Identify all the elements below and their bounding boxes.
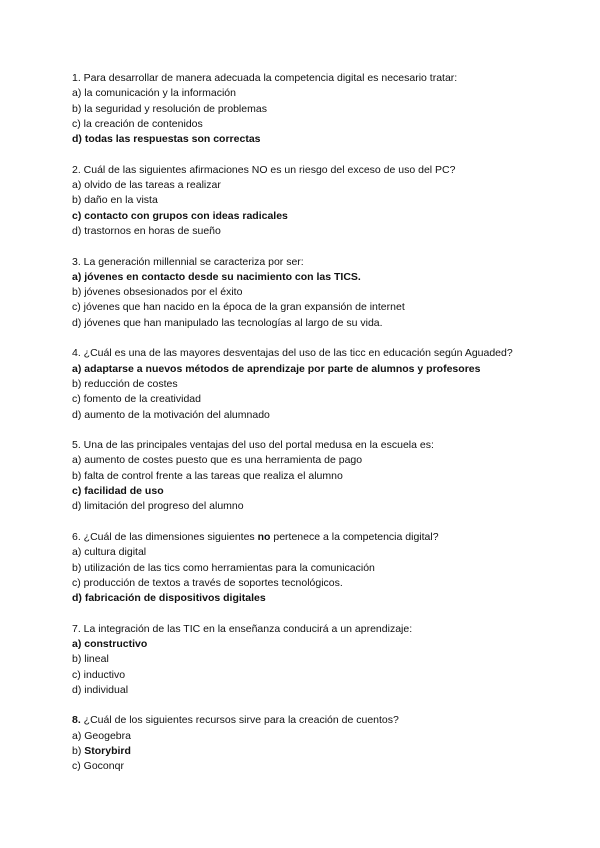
stem-part: pertenece a la competencia digital? [270, 530, 439, 543]
question-stem: 3. La generación millennial se caracteriza por ser: [72, 255, 304, 268]
option-b: b) utilización de las tics como herramientas para la comunicación [72, 561, 375, 574]
option-c: c) la creación de contenidos [72, 117, 203, 130]
question-2 [72, 163, 542, 239]
option-b: b) la seguridad y resolución de problemas [72, 102, 267, 115]
option-b-correct [72, 744, 542, 759]
option-a-correct: a) adaptarse a nuevos métodos de aprendizaje por parte de alumnos y profesores [72, 362, 481, 375]
option-a: a) la comunicación y la información [72, 87, 236, 100]
option-c: c) Goconqr [72, 760, 124, 773]
question-stem [72, 530, 542, 545]
option-c: c) producción de textos a través de soportes tecnológicos. [72, 576, 343, 589]
option-c-correct: c) facilidad de uso [72, 485, 164, 498]
question-stem: 7. La integración de las TIC en la enseñanza conducirá a un aprendizaje: [72, 622, 413, 635]
option-d: d) aumento de la motivación del alumnado [72, 408, 270, 421]
option-a: a) olvido de las tareas a realizar [72, 179, 221, 192]
stem-part: ¿Cuál de los siguientes recursos sirve para la creación de cuentos? [80, 714, 399, 727]
question-stem: 4. ¿Cuál es una de las mayores desventajas del uso de las ticc en educación según Aguaded? [72, 347, 513, 360]
option-a: a) aumento de costes puesto que es una herramienta de pago [72, 454, 363, 467]
option-b: b) lineal [72, 653, 109, 666]
quiz-document [72, 71, 542, 790]
option-b: b) falta de control frente a las tareas que realiza el alumno [72, 469, 343, 482]
question-4 [72, 346, 542, 422]
question-stem: 2. Cuál de las siguientes afirmaciones NO es un riesgo del exceso de uso del PC? [72, 163, 456, 176]
option-c: c) fomento de la creatividad [72, 393, 201, 406]
question-6 [72, 530, 542, 606]
option-c-correct: c) contacto con grupos con ideas radicales [72, 209, 288, 222]
option-b: b) daño en la vista [72, 194, 158, 207]
option-prefix: b) [72, 745, 85, 758]
stem-emphasis: no [257, 530, 271, 543]
option-text: Storybird [84, 745, 131, 758]
question-stem [72, 713, 542, 728]
option-d: d) individual [72, 683, 129, 696]
option-a: a) Geogebra [72, 729, 131, 742]
option-a: a) cultura digital [72, 546, 147, 559]
option-d-correct: d) fabricación de dispositivos digitales [72, 592, 266, 605]
option-a-correct: a) constructivo [72, 637, 148, 650]
option-c: c) jóvenes que han nacido en la época de la gran expansión de internet [72, 301, 405, 314]
question-8 [72, 713, 542, 774]
option-d-correct: d) todas las respuestas son correctas [72, 133, 261, 146]
question-5 [72, 438, 542, 514]
question-stem: 5. Una de las principales ventajas del uso del portal medusa en la escuela es: [72, 439, 434, 452]
question-number: 8. [72, 714, 81, 727]
option-b: b) reducción de costes [72, 377, 178, 390]
option-c: c) inductivo [72, 668, 126, 681]
option-b: b) jóvenes obsesionados por el éxito [72, 286, 243, 299]
option-a-correct: a) jóvenes en contacto desde su nacimiento con las TICS. [72, 270, 361, 283]
option-d: d) jóvenes que han manipulado las tecnologías al largo de su vida. [72, 316, 383, 329]
question-3 [72, 255, 542, 331]
question-stem: 1. Para desarrollar de manera adecuada la competencia digital es necesario tratar: [72, 72, 458, 84]
stem-part: 6. ¿Cuál de las dimensiones siguientes [72, 530, 258, 543]
question-1 [72, 71, 542, 147]
question-7 [72, 622, 542, 698]
option-d: d) limitación del progreso del alumno [72, 500, 244, 513]
option-d: d) trastornos en horas de sueño [72, 224, 221, 237]
